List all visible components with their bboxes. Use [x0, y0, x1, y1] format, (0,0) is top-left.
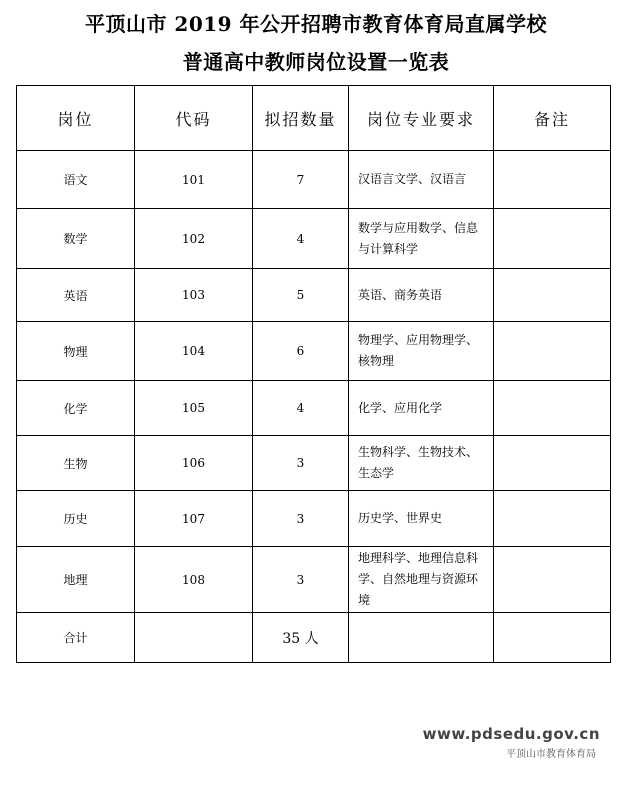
total-note	[494, 613, 611, 663]
table-row	[17, 547, 611, 613]
cell-count: 4	[253, 209, 349, 269]
cell-count: 5	[253, 269, 349, 322]
cell-count: 4	[253, 381, 349, 436]
document-title-line-2: 普通高中教师岗位设置一览表	[182, 50, 450, 74]
cell-note	[494, 269, 611, 322]
cell-code: 103	[135, 269, 253, 322]
cell-count: 7	[253, 151, 349, 209]
table-row	[17, 209, 611, 269]
cell-requirement: 汉语言文学、汉语言	[349, 151, 494, 209]
cell-position: 生物	[17, 436, 135, 491]
cell-position: 英语	[17, 269, 135, 322]
table-row	[17, 322, 611, 381]
cell-requirement: 地理科学、地理信息科学、自然地理与资源环境	[349, 547, 494, 613]
cell-note	[494, 381, 611, 436]
cell-count: 3	[253, 491, 349, 547]
cell-position: 数学	[17, 209, 135, 269]
cell-count: 6	[253, 322, 349, 381]
cell-note	[494, 491, 611, 547]
cell-note	[494, 547, 611, 613]
cell-count: 3	[253, 436, 349, 491]
cell-code: 101	[135, 151, 253, 209]
cell-position: 物理	[17, 322, 135, 381]
table-row	[17, 436, 611, 491]
watermark-org: 平顶山市教育体育局	[506, 749, 596, 760]
table-header-row	[17, 86, 611, 151]
cell-code: 107	[135, 491, 253, 547]
cell-position: 化学	[17, 381, 135, 436]
cell-requirement: 数学与应用数学、信息与计算科学	[349, 209, 494, 269]
header-code: 代码	[135, 86, 253, 151]
cell-code: 106	[135, 436, 253, 491]
cell-position: 语文	[17, 151, 135, 209]
cell-code: 108	[135, 547, 253, 613]
total-code	[135, 613, 253, 663]
cell-requirement: 历史学、世界史	[349, 491, 494, 547]
total-count: 35 人	[253, 613, 349, 663]
cell-note	[494, 209, 611, 269]
header-count: 拟招数量	[253, 86, 349, 151]
total-requirement	[349, 613, 494, 663]
table-row	[17, 269, 611, 322]
cell-code: 104	[135, 322, 253, 381]
cell-requirement: 英语、商务英语	[349, 269, 494, 322]
cell-note	[494, 322, 611, 381]
table-row	[17, 491, 611, 547]
table-total-row	[17, 613, 611, 663]
header-position: 岗位	[17, 86, 135, 151]
cell-note	[494, 151, 611, 209]
cell-code: 105	[135, 381, 253, 436]
header-requirement: 岗位专业要求	[349, 86, 494, 151]
cell-position: 历史	[17, 491, 135, 547]
cell-code: 102	[135, 209, 253, 269]
cell-requirement: 生物科学、生物技术、生态学	[349, 436, 494, 491]
cell-requirement: 化学、应用化学	[349, 381, 494, 436]
positions-table	[16, 85, 611, 663]
site-watermark	[423, 725, 600, 760]
header-note: 备注	[494, 86, 611, 151]
watermark-url: www.pdsedu.gov.cn	[422, 725, 600, 743]
table-row	[17, 151, 611, 209]
cell-requirement: 物理学、应用物理学、核物理	[349, 322, 494, 381]
cell-count: 3	[253, 547, 349, 613]
cell-note	[494, 436, 611, 491]
document-title-line-1: 平顶山市 2019 年公开招聘市教育体育局直属学校	[84, 12, 548, 36]
table-row	[17, 381, 611, 436]
cell-position: 地理	[17, 547, 135, 613]
total-label: 合计	[17, 613, 135, 663]
